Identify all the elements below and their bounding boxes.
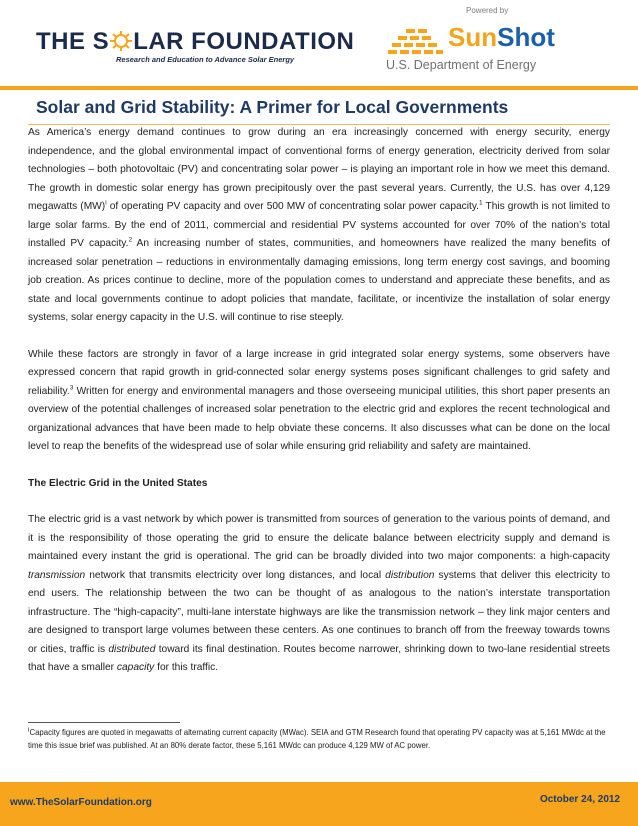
solar-foundation-logo: [36, 28, 355, 64]
text-run: for this traffic.: [154, 662, 219, 673]
logo-tagline: Research and Education to Advance Solar Energy: [116, 55, 295, 64]
text-run: As America’s energy demand continues to grow during an era increasingly concerned with energy security, energy independence, and the global environmental impact of conventional forms of energy generation, electricity derived from solar technologies – both photovoltaic (PV) and concentrating solar power – is playing an important role in how we meet this demand. The growth in domestic solar energy has grown precipitously over the past several years. Currently, the U.S. has over 4,129 megawatts (MW): [28, 127, 610, 212]
text-run: network that transmits electricity over long distances, and local: [85, 569, 386, 581]
sunburst-icon: [386, 26, 444, 56]
paragraph-1: [28, 124, 610, 328]
sunshot-word-b: Shot: [497, 22, 555, 52]
endnote-ref[interactable]: 2: [128, 236, 133, 244]
text-run: The electric grid is a vast network by which power is transmitted from sources of generation to the various points of demand, and it is the responsibility of those operating the grid to ensure the delicate balance between electricity supply and demand is maintained every instant the grid is operational. The grid can be broadly divided into two major components: a high-capacity: [28, 514, 610, 562]
logo-text-end: LAR FOUNDATION: [133, 28, 355, 55]
sunshot-word-a: Sun: [448, 22, 498, 52]
emphasis: capacity: [116, 662, 155, 673]
text-run: Written for energy and environmental managers and those overseeing municipal utilities, this short paper presents an overview of the potential challenges of increased solar penetration to the electric grid and explores the recent technological and organizational advances that have been made to help obviate these concerns. It also discusses what can be done on the local level to reap the benefits of the widespread use of solar while ensuring grid reliability and safety are maintained.: [28, 385, 610, 452]
text-run: This growth is not limited to large solar farms. By the end of 2011, commercial and residential PV systems accounted for over 70% of the nation’s total installed PV capacity.: [28, 201, 610, 249]
emphasis: distribution: [385, 569, 435, 581]
page-header: [0, 0, 638, 86]
doe-label: U.S. Department of Energy: [386, 58, 537, 72]
footnote-mark: i: [28, 726, 30, 734]
footnote-text: Capacity figures are quoted in megawatts of alternating current capacity (MWac). SEIA and GTM Research found that operating PV capacity was at 5,161 MWdc at the time this issue brief was published. At an 80% derate factor, these 5,161 MWdc can produce 4,129 MW of AC power.: [28, 728, 606, 750]
text-run: An increasing number of states, communities, and homeowners have realized the many benefits of increased solar penetration – reductions in environmentally damaging emissions, long term energy cost savings, and booming job creation. As prices continue to decline, more of the population comes to understand and appreciate these benefits, and as state and local governments continue to adopt policies that mandate, facilitate, or incentivize the installation of solar energy systems, solar energy capacity in the U.S. will continue to rise steeply.: [28, 238, 611, 323]
sunshot-wordmark: [448, 22, 555, 53]
text-run: of operating PV capacity and over 500 MW of concentrating solar power capacity.: [106, 201, 480, 212]
publication-date: October 24, 2012: [539, 794, 620, 805]
logo-text-start: THE S: [36, 28, 110, 55]
footnote-divider: [28, 722, 180, 723]
text-run: toward its final destination. Routes become narrower, shrinking down to two-lane residential streets that have a smaller: [28, 643, 610, 673]
sun-icon: [109, 30, 133, 50]
paragraph-2: [28, 346, 610, 457]
powered-by-label: Powered by: [466, 6, 509, 15]
endnote-ref[interactable]: 3: [69, 384, 74, 392]
footnote-ref[interactable]: i: [105, 199, 107, 207]
emphasis: transmission: [28, 569, 86, 581]
endnote-ref[interactable]: 1: [479, 199, 483, 207]
section-heading: The Electric Grid in the United States: [28, 477, 208, 489]
paragraph-3: [28, 511, 610, 678]
page-title: Solar and Grid Stability: A Primer for Local Governments: [36, 97, 509, 117]
emphasis: distributed: [108, 643, 156, 655]
website-link[interactable]: www.TheSolarFoundation.org: [10, 797, 152, 808]
text-run: systems that deliver this electricity to end users. The relationship between the two can be thought of as analogous to the nation’s interstate transportation infrastructure. The “high-capacity”, multi-lane interstate highways are like the transmission network – they link major centers and are designed to transport large volumes between these centers. As one continues to branch off from the freeway towards towns or cities, traffic is: [28, 569, 610, 655]
article-body: [28, 124, 610, 696]
footnote: [28, 727, 610, 752]
text-run: While these factors are strongly in favor of a large increase in grid integrated solar energy systems, some observers have expressed concern that rapid growth in grid-connected solar energy systems poses significant challenges to grid safety and reliability.: [28, 348, 610, 397]
sunshot-logo: [386, 6, 556, 78]
